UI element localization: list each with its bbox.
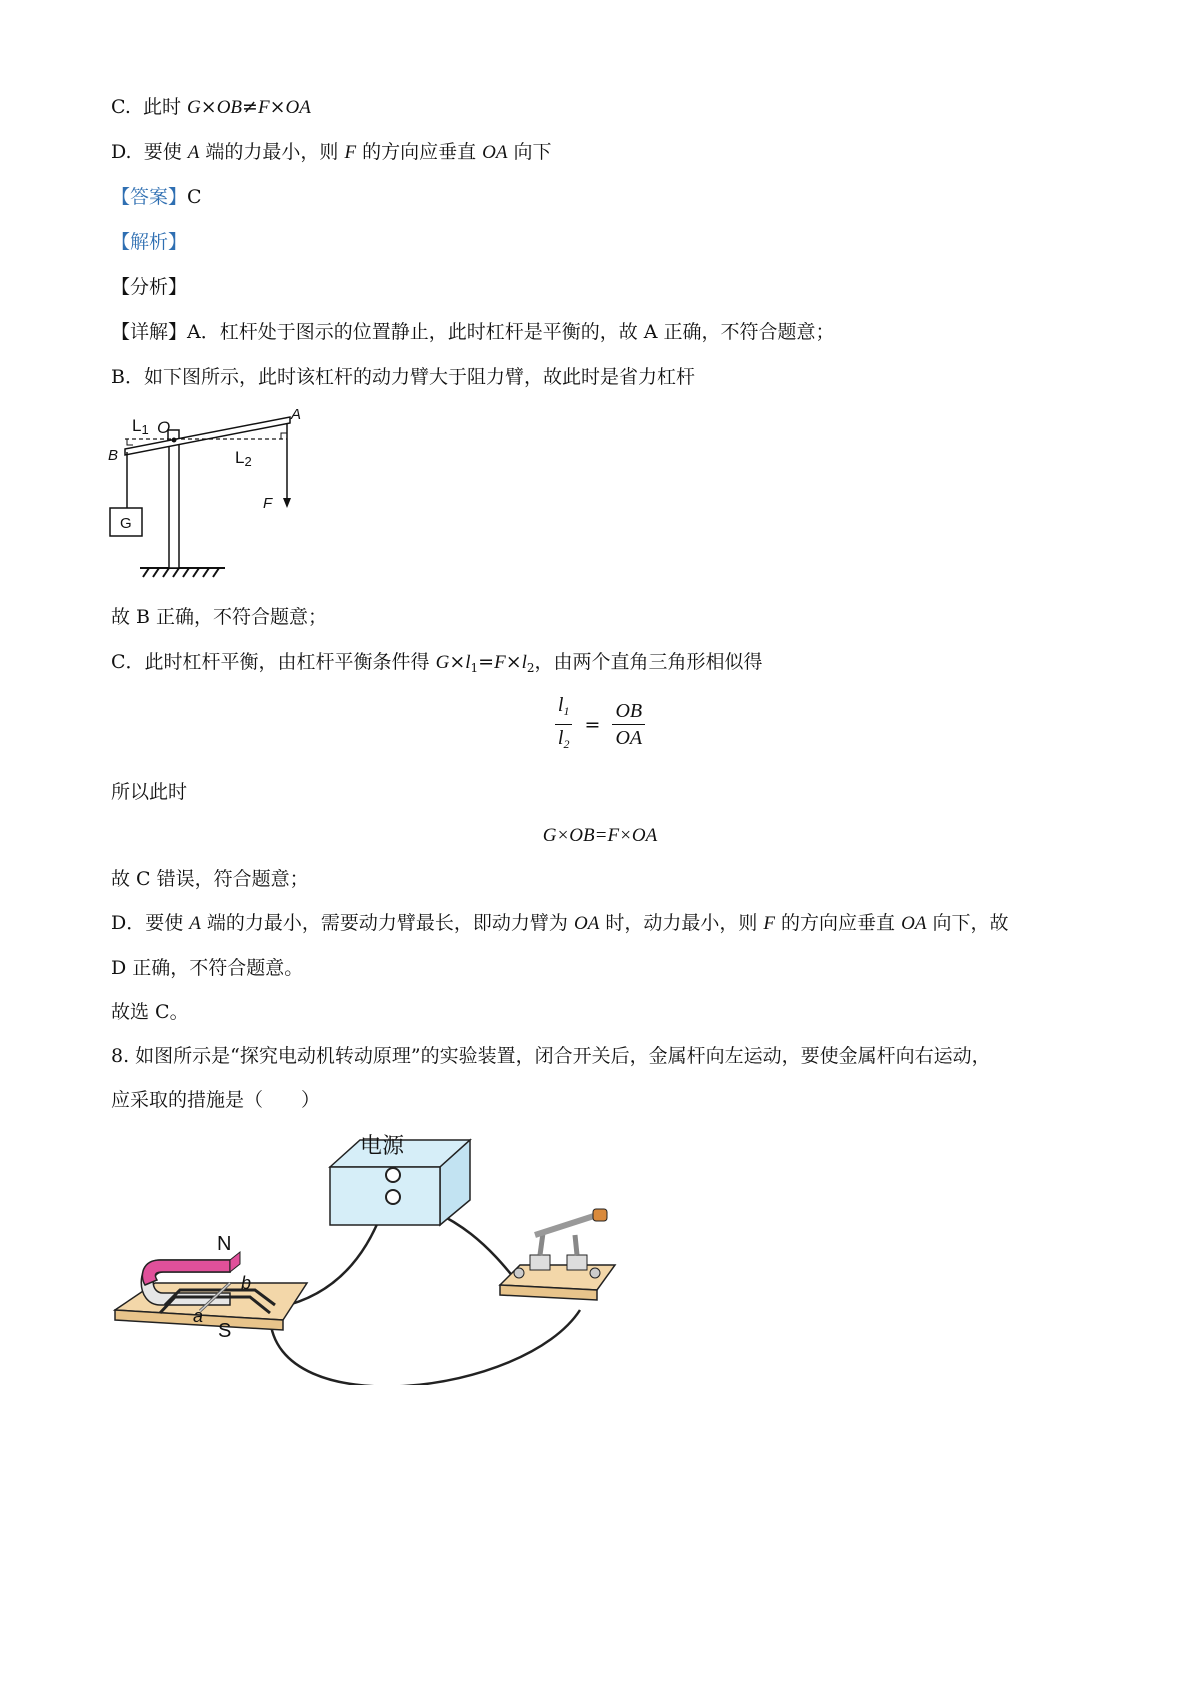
equation: G×OB=F×OA xyxy=(542,825,658,846)
label-o: O xyxy=(157,418,171,437)
label-l2: L2 xyxy=(235,448,252,469)
power-label: 电源 xyxy=(360,1133,405,1158)
conclusion-b: 故 B 正确，不符合题意； xyxy=(111,606,328,628)
answer-label: 【答案】 xyxy=(111,186,188,208)
label-l1: L1 xyxy=(132,416,149,437)
answer-value: C xyxy=(187,186,202,208)
line-c: C．此时杠杆平衡，由杠杆平衡条件得 $G\times l_1=F\times l_2$，由两个直角三角形相似得 xyxy=(111,651,763,675)
lever-diagram xyxy=(105,405,345,595)
analysis-label: 【解析】 xyxy=(111,231,188,253)
label-f: F xyxy=(263,495,273,512)
question-8-line1: 8. 如图所示是“探究电动机转动原理”的实验装置，闭合开关后，金属杆向左运动，要使金属杆向右运动， xyxy=(111,1045,991,1067)
so-line: 所以此时 xyxy=(111,781,188,803)
question-8-line2: 应采取的措施是（ ） xyxy=(111,1089,321,1111)
label-n: N xyxy=(217,1233,232,1255)
terminal-top xyxy=(386,1168,400,1182)
label-b: B xyxy=(108,447,119,464)
line-d: D．要使 A 端的力最小，需要动力臂最长，即动力臂为 OA 时，动力最小，则 F 的方向应垂直 OA 向下，故 xyxy=(111,912,1009,934)
label-a: a xyxy=(193,1306,204,1326)
line-b: B．如下图所示，此时该杠杆的动力臂大于阻力臂，故此时是省力杠杆 xyxy=(111,366,695,388)
line-d2: D 正确，不符合题意。 xyxy=(111,957,304,979)
label-b: b xyxy=(241,1273,252,1293)
option-d: D. 要使 A 端的力最小，则 F 的方向应垂直 OA 向下 xyxy=(111,141,552,163)
motor-experiment-diagram xyxy=(105,1125,685,1385)
terminal-bottom xyxy=(386,1190,400,1204)
fraction-equation: $\frac{l_1}{l_2}$ = $\frac{OB}{OA}$ xyxy=(0,692,1200,757)
detail-line: 【详解】A．杠杆处于图示的位置静止，此时杠杆是平衡的，故 A 正确，不符合题意； xyxy=(111,321,835,343)
answer-line xyxy=(111,184,202,210)
conclusion-c: 故 C 错误，符合题意； xyxy=(111,868,309,890)
final-answer: 故选 C。 xyxy=(111,1001,189,1023)
label-s: S xyxy=(218,1320,232,1342)
fenxi-label: 【分析】 xyxy=(111,276,188,298)
label-a: A xyxy=(291,406,302,423)
label-g: G xyxy=(120,515,132,532)
option-c: C. 此时 G×OB≠F×OA xyxy=(111,96,311,118)
